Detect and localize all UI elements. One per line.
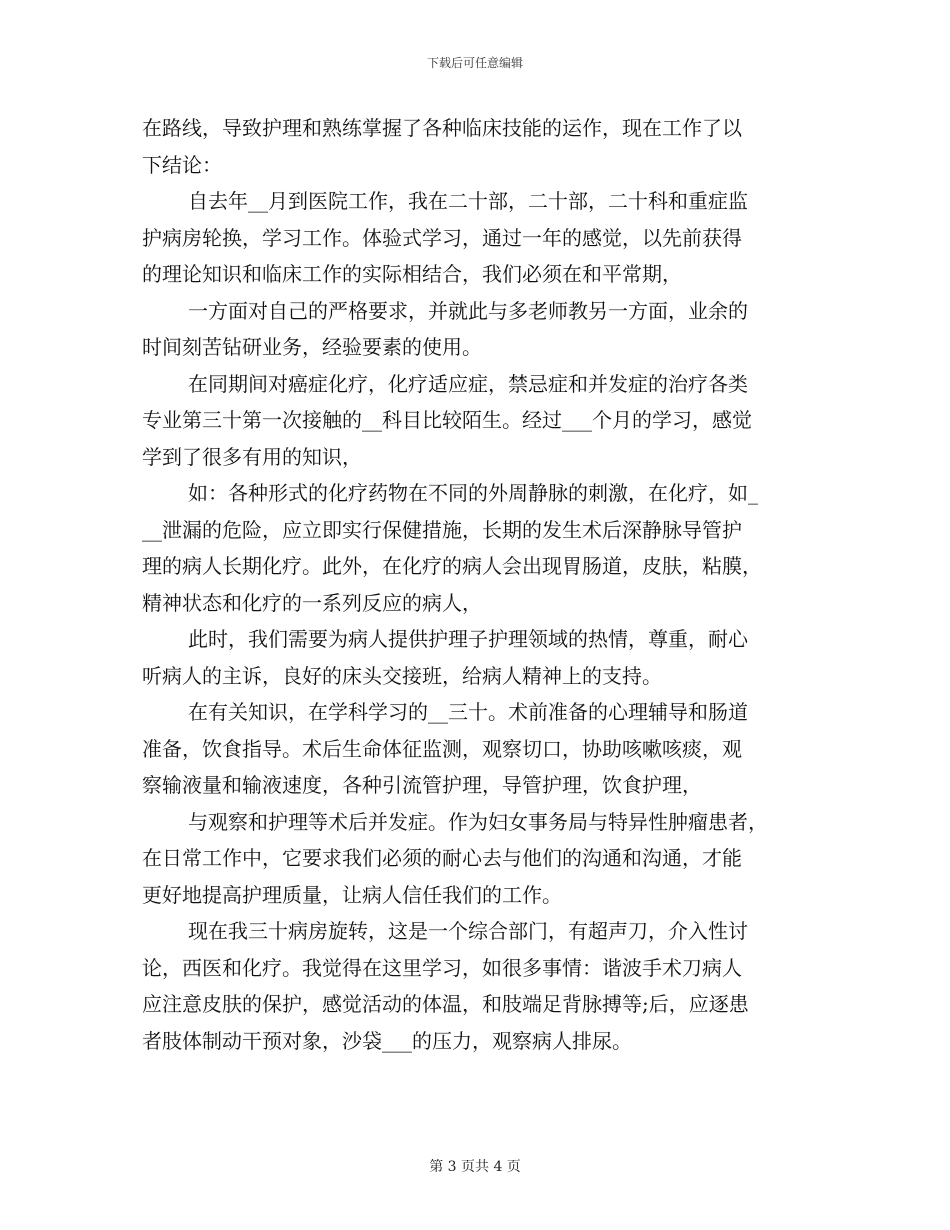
document-body (142, 110, 812, 1059)
text-line: 在有关知识，在学科学习的__三十。术前准备的心理辅导和肠道 (188, 700, 748, 724)
text-line: 下结论： (142, 152, 222, 177)
text-line: 此时，我们需要为病人提供护理子护理领域的热情，尊重，耐心 (188, 627, 748, 651)
text-line: 理的病人长期化疗。此外，在化疗的病人会出现胃肠道，皮肤，粘膜， (142, 554, 762, 578)
text-line: 应注意皮肤的保护，感觉活动的体温，和肢端足背脉搏等;后，应逐患 (142, 992, 749, 1016)
text-line: 听病人的主诉，良好的床头交接班，给病人精神上的支持。 (142, 663, 662, 688)
text-line: 准备，饮食指导。术后生命体征监测，观察切口，协助咳嗽咳痰，观 (142, 736, 742, 761)
text-line: 者肢体制动干预对象，沙袋___的压力，观察病人排尿。 (142, 1028, 632, 1053)
text-line: 自去年__月到医院工作，我在二十部，二十部，二十科和重症监 (188, 189, 748, 213)
text-line: 在路线，导致护理和熟练掌握了各种临床技能的运作，现在工作了以 (142, 116, 742, 140)
text-line: 现在我三十病房旋转，这是一个综合部门，有超声刀，介入性讨 (188, 919, 748, 943)
text-line: 专业第三十第一次接触的__科目比较陌生。经过___个月的学习，感觉 (142, 408, 752, 432)
text-line: 与观察和护理等术后并发症。作为妇女事务局与特异性肿瘤患者， (188, 809, 768, 834)
text-line: 一方面对自己的严格要求，并就此与多老师教另一方面，业余的 (188, 298, 748, 323)
text-line: __泄漏的危险，应立即实行保健措施，长期的发生术后深静脉导管护 (142, 517, 742, 542)
text-line: 察输液量和输液速度，各种引流管护理，导管护理，饮食护理， (142, 773, 702, 797)
page-footer: 第 3 页共 4 页 (429, 1159, 521, 1175)
text-line: 论，西医和化疗。我觉得在这里学习，如很多事情：谐波手术刀病人 (142, 955, 742, 980)
text-line: 在日常工作中，它要求我们必须的耐心去与他们的沟通和沟通，才能 (142, 846, 742, 870)
page-header: 下载后可任意编辑 (426, 56, 523, 70)
text-line: 如：各种形式的化疗药物在不同的外周静脉的刺激，在化疗，如_ (188, 481, 758, 505)
text-line: 护病房轮换，学习工作。体验式学习，通过一年的感觉，以先前获得 (142, 225, 742, 250)
text-line: 的理论知识和临床工作的实际相结合，我们必须在和平常期， (142, 262, 682, 286)
text-line: 时间刻苦钻研业务，经验要素的使用。 (142, 335, 482, 359)
text-line: 学到了很多有用的知识， (142, 444, 362, 469)
text-line: 精神状态和化疗的一系列反应的病人， (142, 590, 482, 615)
text-line: 更好地提高护理质量，让病人信任我们的工作。 (142, 882, 562, 907)
text-line: 在同期间对癌症化疗，化疗适应症，禁忌症和并发症的治疗各类 (188, 371, 748, 396)
